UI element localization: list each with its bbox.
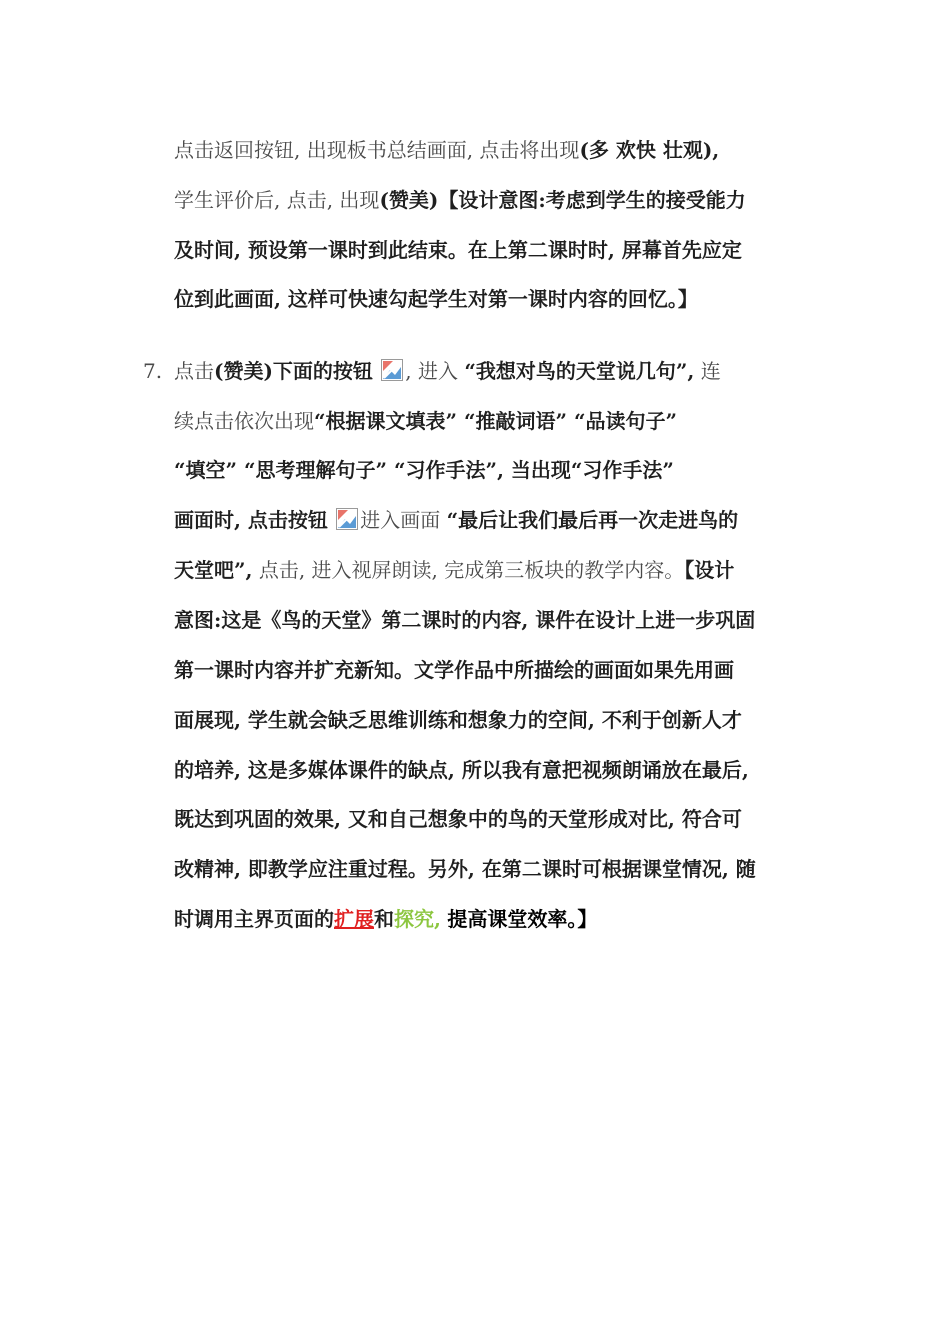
para6-line2 xyxy=(174,187,746,213)
para7-line8 xyxy=(174,707,742,733)
para7-line7 xyxy=(174,657,734,683)
text: 天堂吧”, xyxy=(174,558,253,582)
text: 提高课堂效率。】 xyxy=(447,907,598,931)
text: 点击 xyxy=(174,359,214,383)
text: 的培养, 这是多媒体课件的缺点, 所以我有意把视频朗诵放在最后, xyxy=(174,758,749,782)
para7-line12 xyxy=(174,906,597,932)
para7-line9 xyxy=(174,757,749,783)
para6-line4 xyxy=(174,286,698,312)
text: 连 xyxy=(700,359,721,383)
text: 点击, 进入视屏朗读, 完成第三板块的教学内容。 xyxy=(258,558,685,582)
text: 时调用主界页面的 xyxy=(174,907,334,931)
para6-line3 xyxy=(174,237,742,263)
text: (赞美) xyxy=(379,188,439,212)
text: 意图:这是《鸟的天堂》第二课时的内容, 课件在设计上进一步巩固 xyxy=(174,608,756,632)
text: 既达到巩固的效果, 又和自己想象中的鸟的天堂形成对比, 符合可 xyxy=(174,807,742,831)
highlight-expand: 扩展 xyxy=(334,907,374,931)
para7-line4 xyxy=(174,507,738,533)
text: 及时间, 预设第一课时到此结束。在上第二课时时, 屏幕首先应定 xyxy=(174,238,742,262)
text: 学生评价后, 点击, 出现 xyxy=(174,188,380,212)
para6-line1 xyxy=(174,137,719,163)
text: 【设计意图:考虑到学生的接受能力 xyxy=(438,188,746,212)
text: 和 xyxy=(374,907,394,931)
text: (多 欢快 壮观), xyxy=(579,138,720,162)
text: “最后让我们最后再一次走进鸟的 xyxy=(446,508,739,532)
text: , 进入 xyxy=(405,359,459,383)
list-number: 7. xyxy=(143,359,163,383)
para7-line2 xyxy=(174,408,677,434)
text: (赞美)下面的按钮 xyxy=(214,359,373,383)
text: 位到此画面, 这样可快速勾起学生对第一课时内容的回忆。】 xyxy=(174,287,698,311)
para7-line6 xyxy=(174,607,755,633)
text: 点击返回按钮, 出现板书总结画面, 点击将出现 xyxy=(174,138,580,162)
text: “填空” “思考理解句子” “习作手法”, 当出现“习作手法” xyxy=(174,458,674,482)
broken-image-icon[interactable] xyxy=(336,508,358,530)
text: “根据课文填表” “推敲词语” “品读句子” xyxy=(314,409,677,433)
text: 进入画面 xyxy=(360,508,441,532)
text: 画面时, 点击按钮 xyxy=(174,508,328,532)
para7-line11 xyxy=(174,856,756,882)
text: “我想对鸟的天堂说几句”, xyxy=(464,359,695,383)
text: 续点击依次出现 xyxy=(174,409,314,433)
para7-line3 xyxy=(174,457,674,483)
broken-image-icon[interactable] xyxy=(381,359,403,381)
text: 面展现, 学生就会缺乏思维训练和想象力的空间, 不利于创新人才 xyxy=(174,708,742,732)
para7-line1 xyxy=(174,358,721,384)
text: 【设计 xyxy=(684,558,735,582)
para7-line10 xyxy=(174,806,742,832)
text: 第一课时内容并扩充新知。文学作品中所描绘的画面如果先用画 xyxy=(174,658,734,682)
para7-line5 xyxy=(174,557,734,583)
highlight-explore: 探究, xyxy=(394,907,441,931)
text: 改精神, 即教学应注重过程。另外, 在第二课时可根据课堂情况, 随 xyxy=(174,857,756,881)
